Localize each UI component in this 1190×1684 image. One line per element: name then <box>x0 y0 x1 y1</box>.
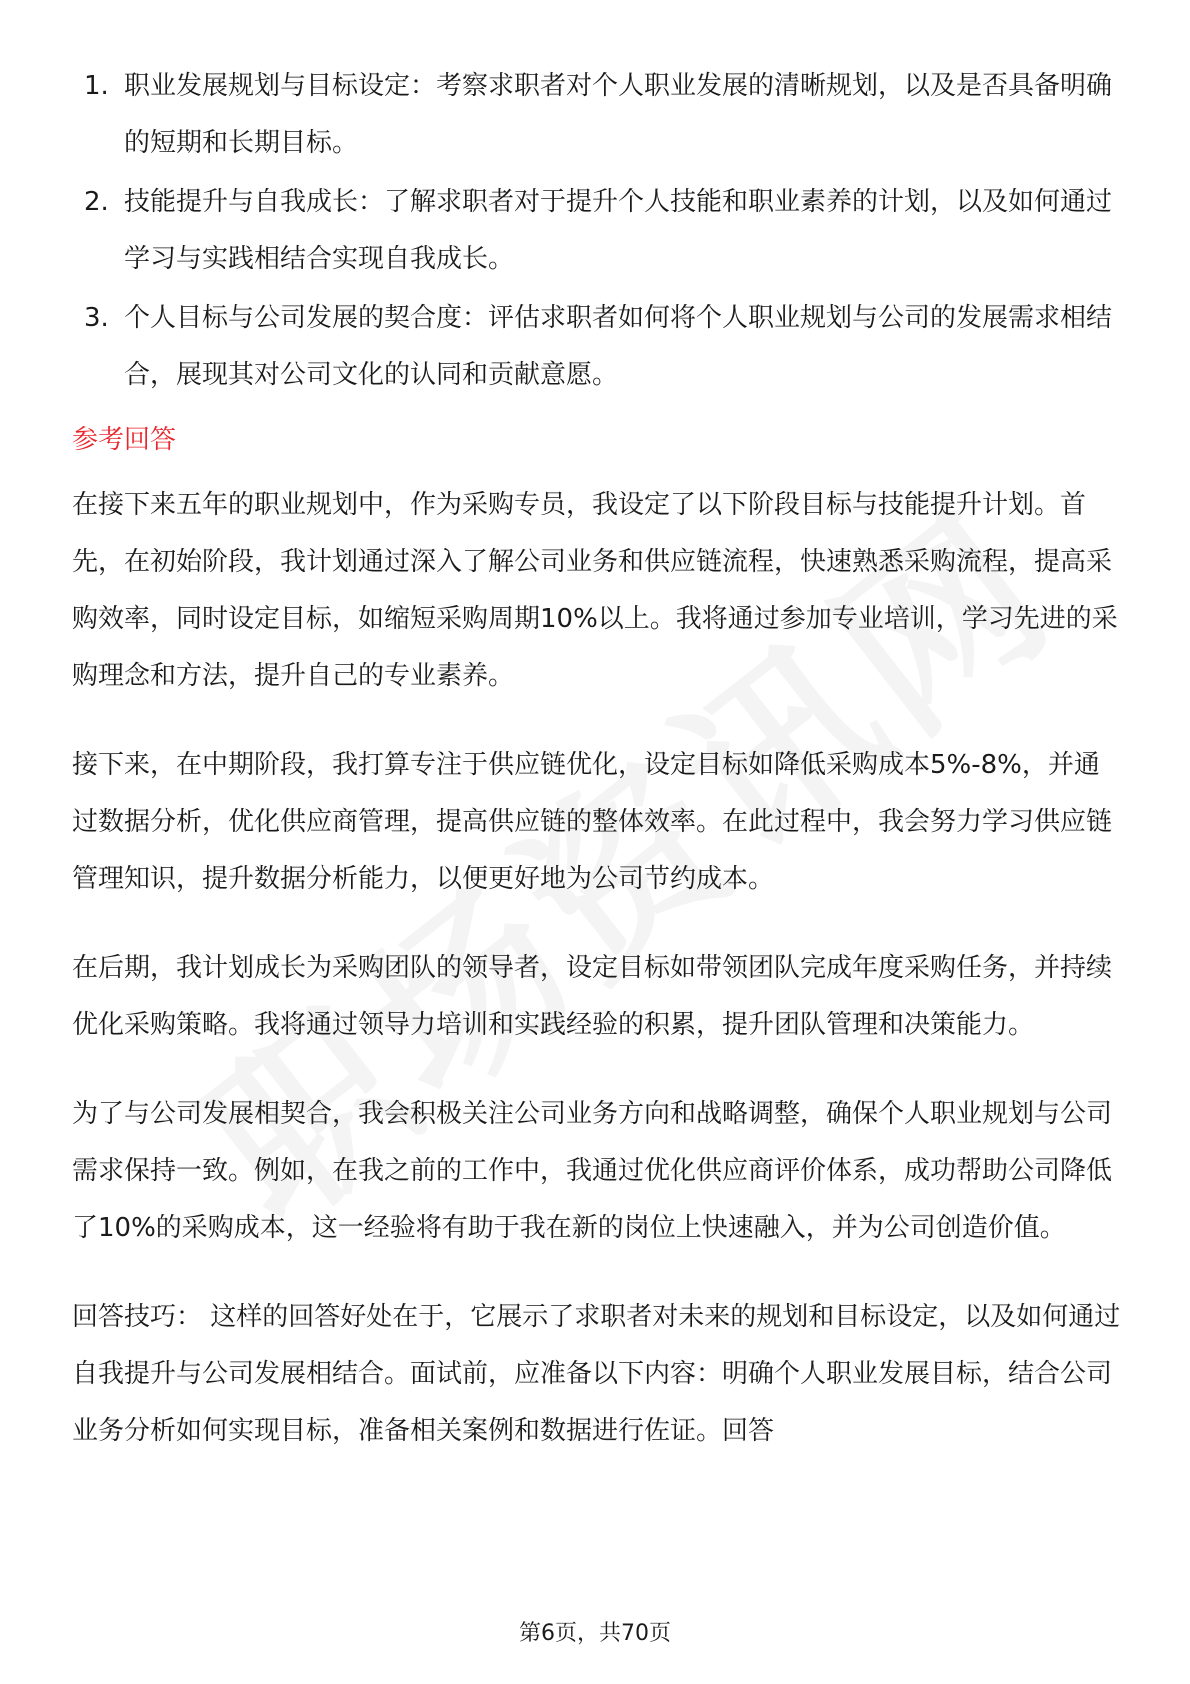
list-item-number: 3. <box>84 303 109 333</box>
paragraph: 为了与公司发展相契合，我会积极关注公司业务方向和战略调整，确保个人职业规划与公司需求保持一致。例如，在我之前的工作中，我通过优化供应商评价体系，成功帮助公司降低了10%的采购成本，这一经验将有助于我在新的岗位上快速融入，并为公司创造价值。 <box>72 1099 1113 1243</box>
paragraph: 在接下来五年的职业规划中，作为采购专员，我设定了以下阶段目标与技能提升计划。首先，在初始阶段，我计划通过深入了解公司业务和供应链流程，快速熟悉采购流程，提高采购效率，同时设定目标，如缩短采购周期10%以上。我将通过参加专业培训，学习先进的采购理念和方法，提升自己的专业素养。 <box>72 490 1118 691</box>
list-item <box>72 290 1122 404</box>
page-number: 第6页，共70页 <box>519 1621 671 1646</box>
list-item-number: 1. <box>84 71 109 101</box>
page-footer <box>0 1616 1190 1647</box>
paragraph: 在后期，我计划成长为采购团队的领导者，设定目标如带领团队完成年度采购任务，并持续优化采购策略。我将通过领导力培训和实践经验的积累，提升团队管理和决策能力。 <box>72 953 1113 1040</box>
list-item <box>72 58 1122 172</box>
paragraph: 接下来，在中期阶段，我打算专注于供应链优化，设定目标如降低采购成本5%-8%，并通过数据分析，优化供应商管理，提高供应链的整体效率。在此过程中，我会努力学习供应链管理知识，提升数据分析能力，以便更好地为公司节约成本。 <box>72 750 1113 894</box>
list-item-number: 2. <box>84 187 109 217</box>
list-item-text: 技能提升与自我成长：了解求职者对于提升个人技能和职业素养的计划，以及如何通过学习与实践相结合实现自我成长。 <box>124 187 1113 274</box>
criteria-list <box>72 58 1122 404</box>
section-heading: 参考回答 <box>72 425 177 455</box>
list-item-text: 个人目标与公司发展的契合度：评估求职者如何将个人职业规划与公司的发展需求相结合，展现其对公司文化的认同和贡献意愿。 <box>124 303 1113 390</box>
document-body <box>72 58 1122 1492</box>
list-item <box>72 174 1122 288</box>
list-item-text: 职业发展规划与目标设定：考察求职者对个人职业发展的清晰规划，以及是否具备明确的短期和长期目标。 <box>124 71 1113 158</box>
paragraph: 回答技巧： 这样的回答好处在于，它展示了求职者对未来的规划和目标设定，以及如何通过自我提升与公司发展相结合。面试前，应准备以下内容：明确个人职业发展目标，结合公司业务分析如何实现目标，准备相关案例和数据进行佐证。回答 <box>72 1302 1121 1446</box>
